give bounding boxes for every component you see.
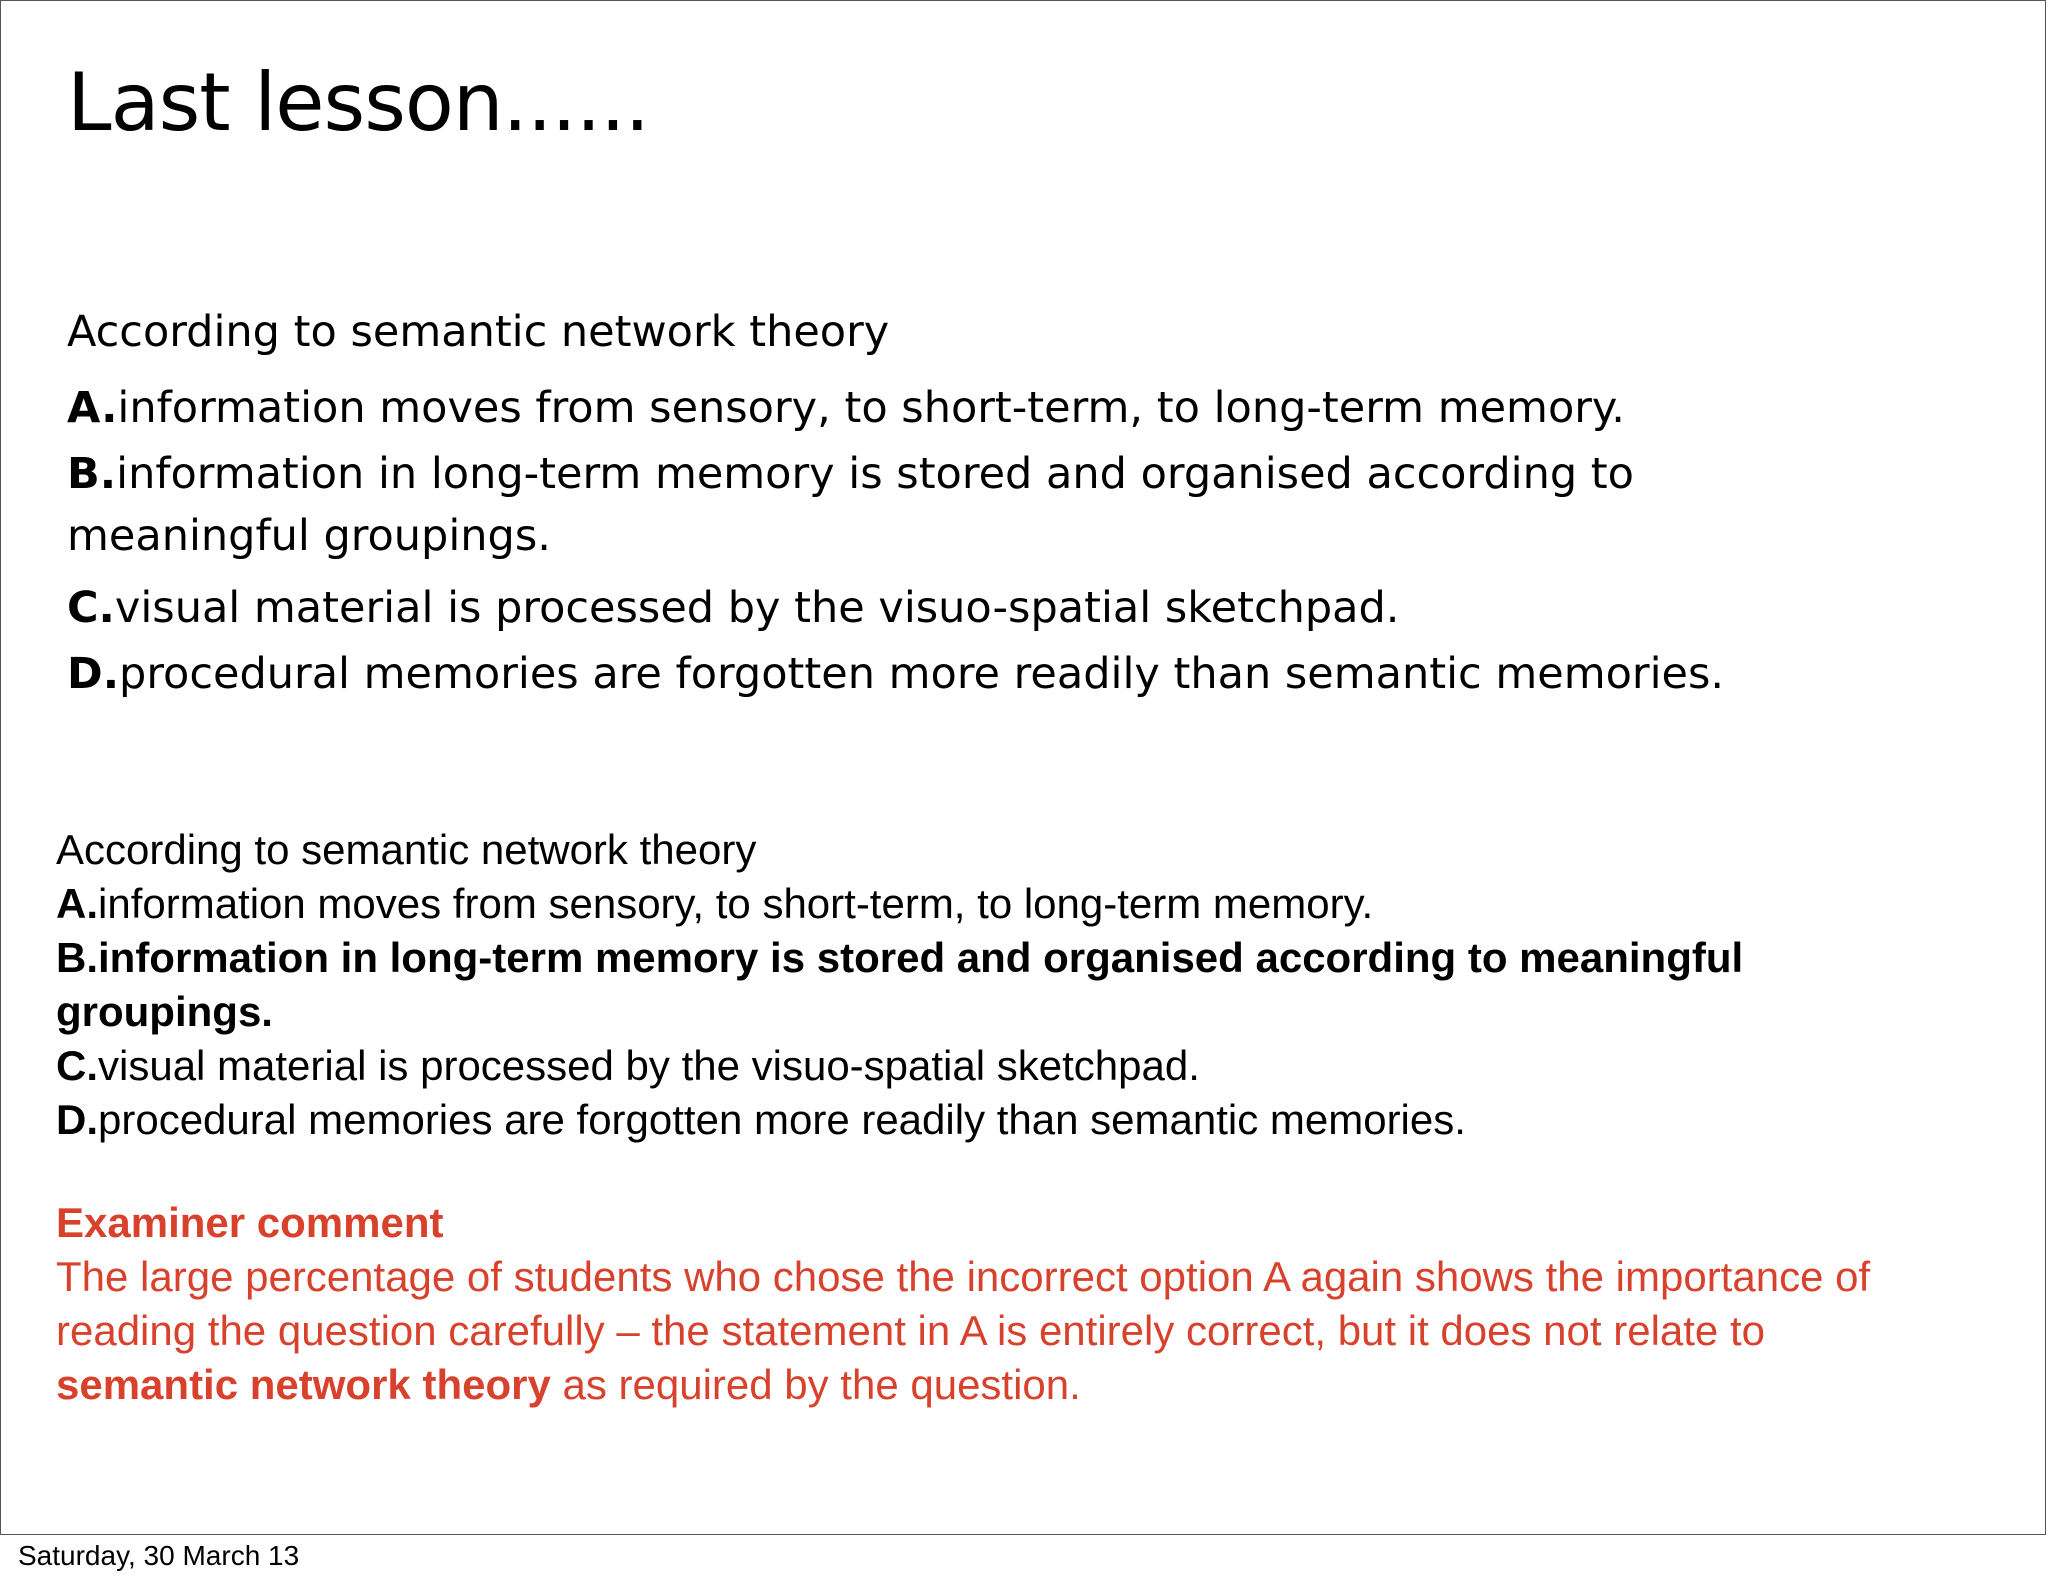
option-c <box>56 1039 1956 1093</box>
option-c <box>67 577 1967 639</box>
examiner-comment <box>56 1196 1956 1412</box>
option-text: procedural memories are forgotten more readily than semantic memories. <box>98 1096 1466 1143</box>
option-letter: D. <box>67 649 120 699</box>
examiner-text-part2: as required by the question. <box>550 1361 1081 1408</box>
examiner-heading: Examiner comment <box>56 1199 444 1246</box>
option-letter: C. <box>67 583 115 633</box>
option-text: information in long-term memory is stored and organised according to meaningful groupings. <box>67 449 1634 561</box>
footer-date: Saturday, 30 March 13 <box>18 1540 300 1571</box>
option-letter: A. <box>67 383 118 433</box>
option-letter: C. <box>56 1042 98 1089</box>
option-letter: B. <box>67 449 117 499</box>
question-stem: According to semantic network theory <box>67 307 890 357</box>
option-a <box>67 377 1967 439</box>
slide-title: Last lesson...... <box>67 56 650 149</box>
option-b <box>67 443 1787 567</box>
question-stem: According to semantic network theory <box>56 826 757 873</box>
option-a <box>56 877 1956 931</box>
option-letter: D. <box>56 1096 98 1143</box>
option-text: visual material is processed by the visuo-spatial sketchpad. <box>98 1042 1200 1089</box>
question-answer <box>56 823 1956 1147</box>
option-text: information moves from sensory, to short-term, to long-term memory. <box>117 383 1625 433</box>
option-letter: A. <box>56 880 98 927</box>
option-text: information moves from sensory, to short-term, to long-term memory. <box>98 880 1374 927</box>
option-text: procedural memories are forgotten more readily than semantic memories. <box>119 649 1725 699</box>
examiner-emphasis: semantic network theory <box>56 1361 551 1408</box>
option-d <box>67 643 1967 705</box>
examiner-text <box>56 1250 1936 1412</box>
option-letter: B. <box>56 934 98 981</box>
question-handwritten <box>67 301 1967 709</box>
option-text: visual material is processed by the visuo-spatial sketchpad. <box>114 583 1400 633</box>
option-b-correct <box>56 931 1836 1039</box>
option-d <box>56 1093 1956 1147</box>
examiner-text-part1: The large percentage of students who chose the incorrect option A again shows the importance of reading the question carefully – the statement in A is entirely correct, but it does not relate to <box>56 1253 1871 1354</box>
option-text: information in long-term memory is stored and organised according to meaningful groupings. <box>56 934 1744 1035</box>
